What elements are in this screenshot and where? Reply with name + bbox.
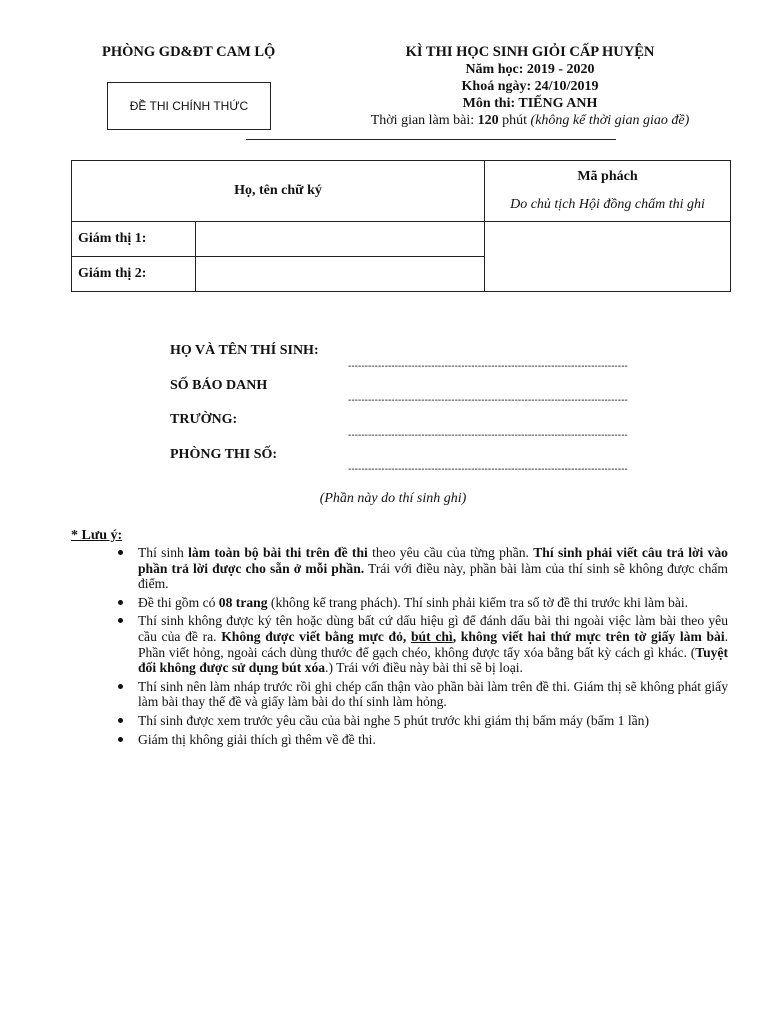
note-2-a: Đề thi gồm có	[138, 594, 219, 610]
notes-heading	[71, 528, 122, 544]
note-1-d: Thí sinh phải viết câu trả lời vào phần trả lời được cho sẵn ở mỗi phần.	[138, 545, 728, 576]
school-line[interactable]: ------------------------------------------------------------------------------------	[348, 430, 628, 441]
supervisor-2-label	[72, 257, 196, 292]
supervisor-2-text: Giám thị 2:	[78, 266, 147, 281]
school-label: TRƯỜNG:	[170, 412, 238, 427]
note-item-6: Giám thị không giải thích gì thêm về đề thi.	[116, 732, 728, 748]
code-header: Mã phách	[577, 169, 638, 184]
header-divider	[246, 139, 616, 140]
supervisor-table	[71, 160, 731, 292]
note-1-a: Thí sinh	[138, 545, 189, 560]
note-3-f: Tuyệt đối không được sử dụng bút xóa	[138, 644, 728, 676]
candidate-number-label: SỐ BÁO DANH	[170, 378, 268, 393]
candidate-number-line[interactable]: ------------------------------------------------------------------------------------	[348, 395, 628, 406]
note-2-b: 08 trang	[218, 594, 268, 610]
note-3-c: bút chì	[411, 628, 453, 644]
code-header-cell	[485, 161, 731, 222]
duration-value: 120	[477, 113, 499, 128]
exam-subject: Môn thi: TIẾNG ANH	[462, 96, 598, 111]
sign-header: Họ, tên chữ ký	[234, 183, 322, 198]
school-year: Năm học: 2019 - 2020	[465, 62, 595, 77]
note-3-b: Không được viết bằng mực đỏ,	[221, 628, 411, 644]
exam-room-line[interactable]: ------------------------------------------------------------------------------------	[348, 464, 628, 475]
note-1-c: theo yêu cầu của từng phần.	[367, 545, 534, 560]
code-note: Do chủ tịch Hội đồng chấm thi ghi	[510, 197, 705, 212]
note-3-d: , không viết hai thứ mực trên tờ giấy làm bài	[452, 628, 725, 644]
candidate-note: (Phần này do thí sinh ghi)	[319, 491, 467, 506]
exam-header	[330, 44, 730, 129]
note-3-g: .) Trái với điều này bài thi sẽ bị loại.	[325, 660, 523, 676]
note-1-e: Trái với điều này, phần bài làm của thí sinh sẽ không được chấm điểm.	[138, 560, 728, 592]
code-cell[interactable]	[485, 222, 731, 292]
exam-title: KÌ THI HỌC SINH GIỎI CẤP HUYỆN	[405, 44, 655, 60]
note-item-3	[116, 613, 728, 675]
note-3-e: . Phần viết hỏng, ngoài cách dùng thước để gạch chéo, không được tẩy xóa bằng bất kỳ cách gì khác. (	[138, 628, 728, 660]
note-1-b: làm toàn bộ bài thi trên đề thi	[188, 545, 368, 560]
exam-duration	[330, 112, 730, 129]
candidate-name-label: HỌ VÀ TÊN THÍ SINH:	[170, 343, 319, 358]
duration-unit: phút	[498, 113, 531, 128]
supervisor-1-signature[interactable]	[196, 222, 485, 257]
agency-name: PHÒNG GD&ĐT CAM LỘ	[102, 44, 276, 60]
note-3-a: Thí sinh không được ký tên hoặc dùng bất cứ dấu hiệu gì để đánh dấu bài thi ngoài việc làm bài theo yêu cầu của đề ra.	[138, 613, 728, 644]
duration-prefix: Thời gian làm bài:	[370, 113, 478, 128]
candidate-name-line[interactable]: ------------------------------------------------------------------------------------	[348, 361, 628, 372]
notes-list	[116, 545, 728, 750]
sign-header-cell	[72, 161, 485, 222]
note-2-c: (không kể trang phách). Thí sinh phải kiểm tra số tờ đề thi trước khi làm bài.	[267, 594, 689, 610]
note-item-5: Thí sinh được xem trước yêu cầu của bài nghe 5 phút trước khi giám thị bấm máy (bấm 1 lần)	[116, 713, 728, 729]
note-item-4: Thí sinh nên làm nháp trước rồi ghi chép cẩn thận vào phần bài làm trên đề thi. Giám thị sẽ không phát giấy làm bài thay thế đề và giấy làm bài do thí sinh làm hỏng.	[116, 679, 728, 710]
supervisor-2-signature[interactable]	[196, 257, 485, 292]
exam-date: Khoá ngày: 24/10/2019	[461, 79, 599, 94]
supervisor-1-text: Giám thị 1:	[78, 231, 147, 246]
note-item-2	[116, 595, 728, 611]
supervisor-1-label	[72, 222, 196, 257]
exam-room-label: PHÒNG THI SỐ:	[170, 447, 278, 462]
official-exam-box	[107, 82, 271, 130]
notes-label: * Lưu ý	[71, 528, 118, 543]
duration-note: (không kể thời gian giao đề)	[530, 113, 690, 128]
official-exam-label: ĐỀ THI CHÍNH THỨC	[129, 99, 249, 113]
notes-colon: :	[117, 528, 123, 543]
note-item-1	[116, 545, 728, 592]
